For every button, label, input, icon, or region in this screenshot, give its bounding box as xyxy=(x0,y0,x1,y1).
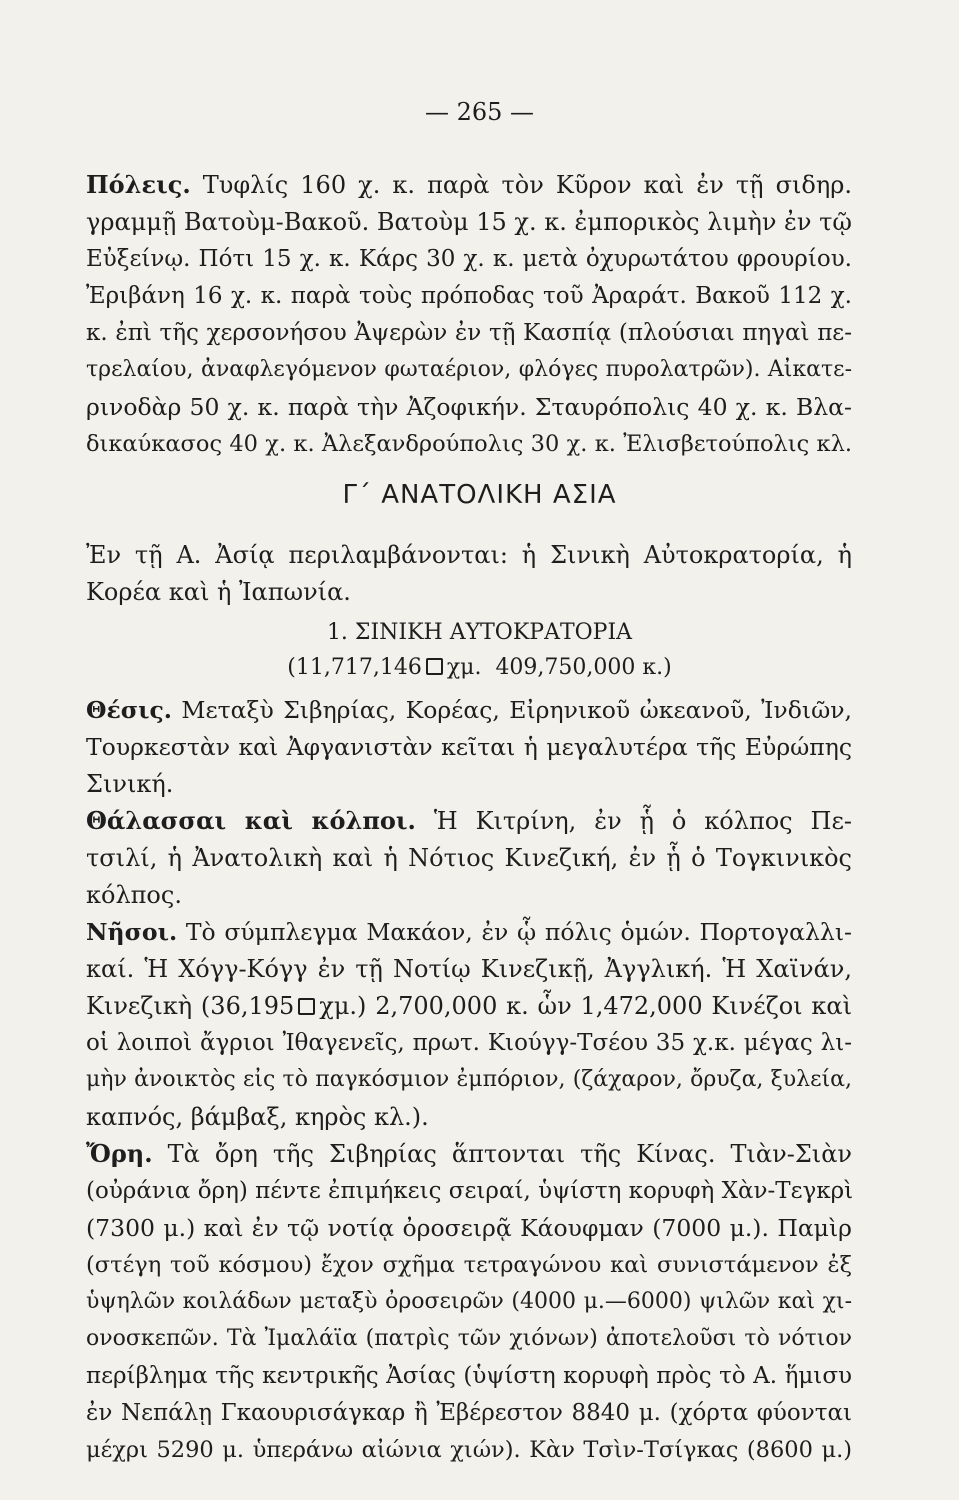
stats-line xyxy=(0,655,959,680)
nisoi-text-1: Τὸ σύμπλεγμα Μακάον, ἐν ᾧ πόλις ὁμών. Πορτογαλλι- xyxy=(185,918,852,946)
ori-heading: Ὄρη. xyxy=(86,1139,153,1168)
thesis-text-1: Μεταξὺ Σιβηρίας, Κορέας, Εἰρηνικοῦ ὠκεανοῦ, Ἰνδιῶν, xyxy=(181,696,852,724)
nisoi-text-3b: χμ.) 2,700,000 κ. ὧν 1,472,000 Κινέζοι καὶ xyxy=(319,992,852,1020)
poleis-heading: Πόλεις. xyxy=(86,170,191,199)
poleis-line-6: τρελαίου, ἀναφλεγόμενον φωταέριον, φλόγες πυρολατρῶν). Αἰκατε- xyxy=(86,357,852,382)
poleis-line-3: Εὐξείνῳ. Πότι 15 χ. κ. Κάρς 30 χ. κ. μετὰ ὀχυρωτάτου φρουρίου. xyxy=(86,246,852,272)
nisoi-line-5: μὴν ἀνοικτὸς εἰς τὸ παγκόσμιον ἐμπόριον, (ζάχαρον, ὄρυζα, ξυλεία, xyxy=(86,1067,852,1092)
poleis-line-7: ρινοδὰρ 50 χ. κ. παρὰ τὴν Ἀζοφικήν. Σταυρόπολις 40 χ. κ. Βλα- xyxy=(86,393,852,421)
thalassai-text-1: Ἡ Κιτρίνη, ἐν ᾗ ὁ κόλπος Πε- xyxy=(433,807,853,835)
thesis-line-3: Σινική. xyxy=(86,770,174,798)
square-symbol-icon xyxy=(426,658,443,675)
thalassai-heading: Θάλασσαι καὶ κόλποι. xyxy=(86,806,416,835)
ori-line-3: (7300 μ.) καὶ ἐν τῷ νοτίᾳ ὀροσειρᾷ Κάουφμαν (7000 μ.). Παμὶρ xyxy=(86,1214,852,1242)
poleis-line-1 xyxy=(86,168,852,202)
stats-area-unit: χμ. xyxy=(446,655,482,680)
ori-line-6: ονοσκεπῶν. Τὰ Ἰμαλάϊα (πατρὶς τῶν χιόνων) ἀποτελοῦσι τὸ νότιον xyxy=(86,1326,852,1351)
square-symbol-icon xyxy=(298,998,315,1015)
ori-line-1 xyxy=(86,1137,852,1171)
ori-line-5: ὑψηλῶν κοιλάδων μεταξὺ ὀροσειρῶν (4000 μ.—6000) ψιλῶν καὶ χι- xyxy=(86,1289,852,1314)
ori-line-9: μέχρι 5290 μ. ὑπεράνω αἰώνια χιών). Κὰν Τσὶν-Τσίγκας (8600 μ.) xyxy=(86,1437,852,1463)
nisoi-line-6: καπνός, βάμβαξ, κηρὸς κλ.). xyxy=(86,1103,429,1131)
subsection-title: 1. ΣΙΝΙΚΗ ΑΥΤΟΚΡΑΤΟΡΙΑ xyxy=(326,620,633,645)
poleis-line-5: κ. ἐπὶ τῆς χερσονήσου Ἀψερὼν ἐν τῇ Κασπίᾳ (πλούσιαι πηγαὶ πε- xyxy=(86,320,852,346)
thesis-line-2: Τουρκεστὰν καὶ Ἀφγανιστὰν κεῖται ἡ μεγαλυτέρα τῆς Εὐρώπης xyxy=(86,733,852,761)
nisoi-text-3a: Κινεζικὴ (36,195 xyxy=(86,992,295,1020)
ori-text-1: Τὰ ὄρη τῆς Σιβηρίας ἅπτονται τῆς Κίνας. Τιὰν-Σιὰν xyxy=(167,1140,852,1168)
thalassai-line-1 xyxy=(86,804,852,838)
poleis-line-4: Ἐριβάνη 16 χ. κ. παρὰ τοὺς πρόποδας τοῦ Ἀραράτ. Βακοῦ 112 χ. xyxy=(86,283,852,309)
stats-population: 409,750,000 κ.) xyxy=(495,655,672,680)
nisoi-line-4: οἱ λοιποὶ ἄγριοι Ἰθαγενεῖς, πρωτ. Κιούγγ-Τσέου 35 χ.κ. μέγας λι- xyxy=(86,1030,852,1056)
thesis-line-1 xyxy=(86,693,852,727)
section-title: Γ΄ ΑΝΑΤΟΛΙΚΗ ΑΣΙΑ xyxy=(342,480,617,510)
poleis-line-2: γραμμῇ Βατοὺμ-Βακοῦ. Βατοὺμ 15 χ. κ. ἐμπορικὸς λιμὴν ἐν τῷ xyxy=(86,208,852,236)
page-number: — 265 — xyxy=(424,98,535,126)
poleis-text-1: Τυφλίς 160 χ. κ. παρὰ τὸν Κῦρον καὶ ἐν τῇ σιδηρ. xyxy=(202,171,852,199)
ori-line-4: (στέγη τοῦ κόσμου) ἔχον σχῆμα τετραγώνου καὶ συνιστάμενον ἐξ xyxy=(86,1252,852,1278)
poleis-line-8: δικαύκασος 40 χ. κ. Ἀλεξανδρούπολις 30 χ. κ. Ἐλισβετούπολις κλ. xyxy=(86,431,852,457)
ori-line-2: (οὐράνια ὄρη) πέντε ἐπιμήκεις σειραί, ὑψίστη κορυφὴ Χὰν-Τεγκρὶ xyxy=(86,1178,854,1204)
stats-area: (11,717,146 xyxy=(287,655,422,680)
ori-line-7: περίβλημα τῆς κεντρικῆς Ἀσίας (ὑψίστη κορυφὴ πρὸς τὸ Α. ἥμισυ xyxy=(86,1363,852,1389)
thesis-heading: Θέσις. xyxy=(86,696,172,724)
nisoi-heading: Νῆσοι. xyxy=(86,918,178,946)
intro-line-1: Ἐν τῇ Α. Ἀσίᾳ περιλαμβάνονται: ἡ Σινικὴ Αὐτοκρατορία, ἡ xyxy=(86,541,852,569)
ori-line-8: ἐν Νεπάλῃ Γκαουρισάγκαρ ἢ Ἐβέρεστον 8840 μ. (χόρτα φύονται xyxy=(86,1400,852,1426)
nisoi-line-3 xyxy=(86,989,852,1023)
intro-line-2: Κορέα καὶ ἡ Ἰαπωνία. xyxy=(86,578,351,606)
nisoi-line-1 xyxy=(86,915,852,949)
thalassai-line-2: τσιλί, ἡ Ἀνατολικὴ καὶ ἡ Νότιος Κινεζική, ἐν ᾗ ὁ Τογκινικὸς xyxy=(86,844,852,872)
nisoi-line-2: καί. Ἡ Χόγγ-Κόγγ ἐν τῇ Νοτίῳ Κινεζικῇ, Ἀγγλική. Ἡ Χαϊνάν, xyxy=(86,955,852,983)
thalassai-line-3: κόλπος. xyxy=(86,881,182,909)
